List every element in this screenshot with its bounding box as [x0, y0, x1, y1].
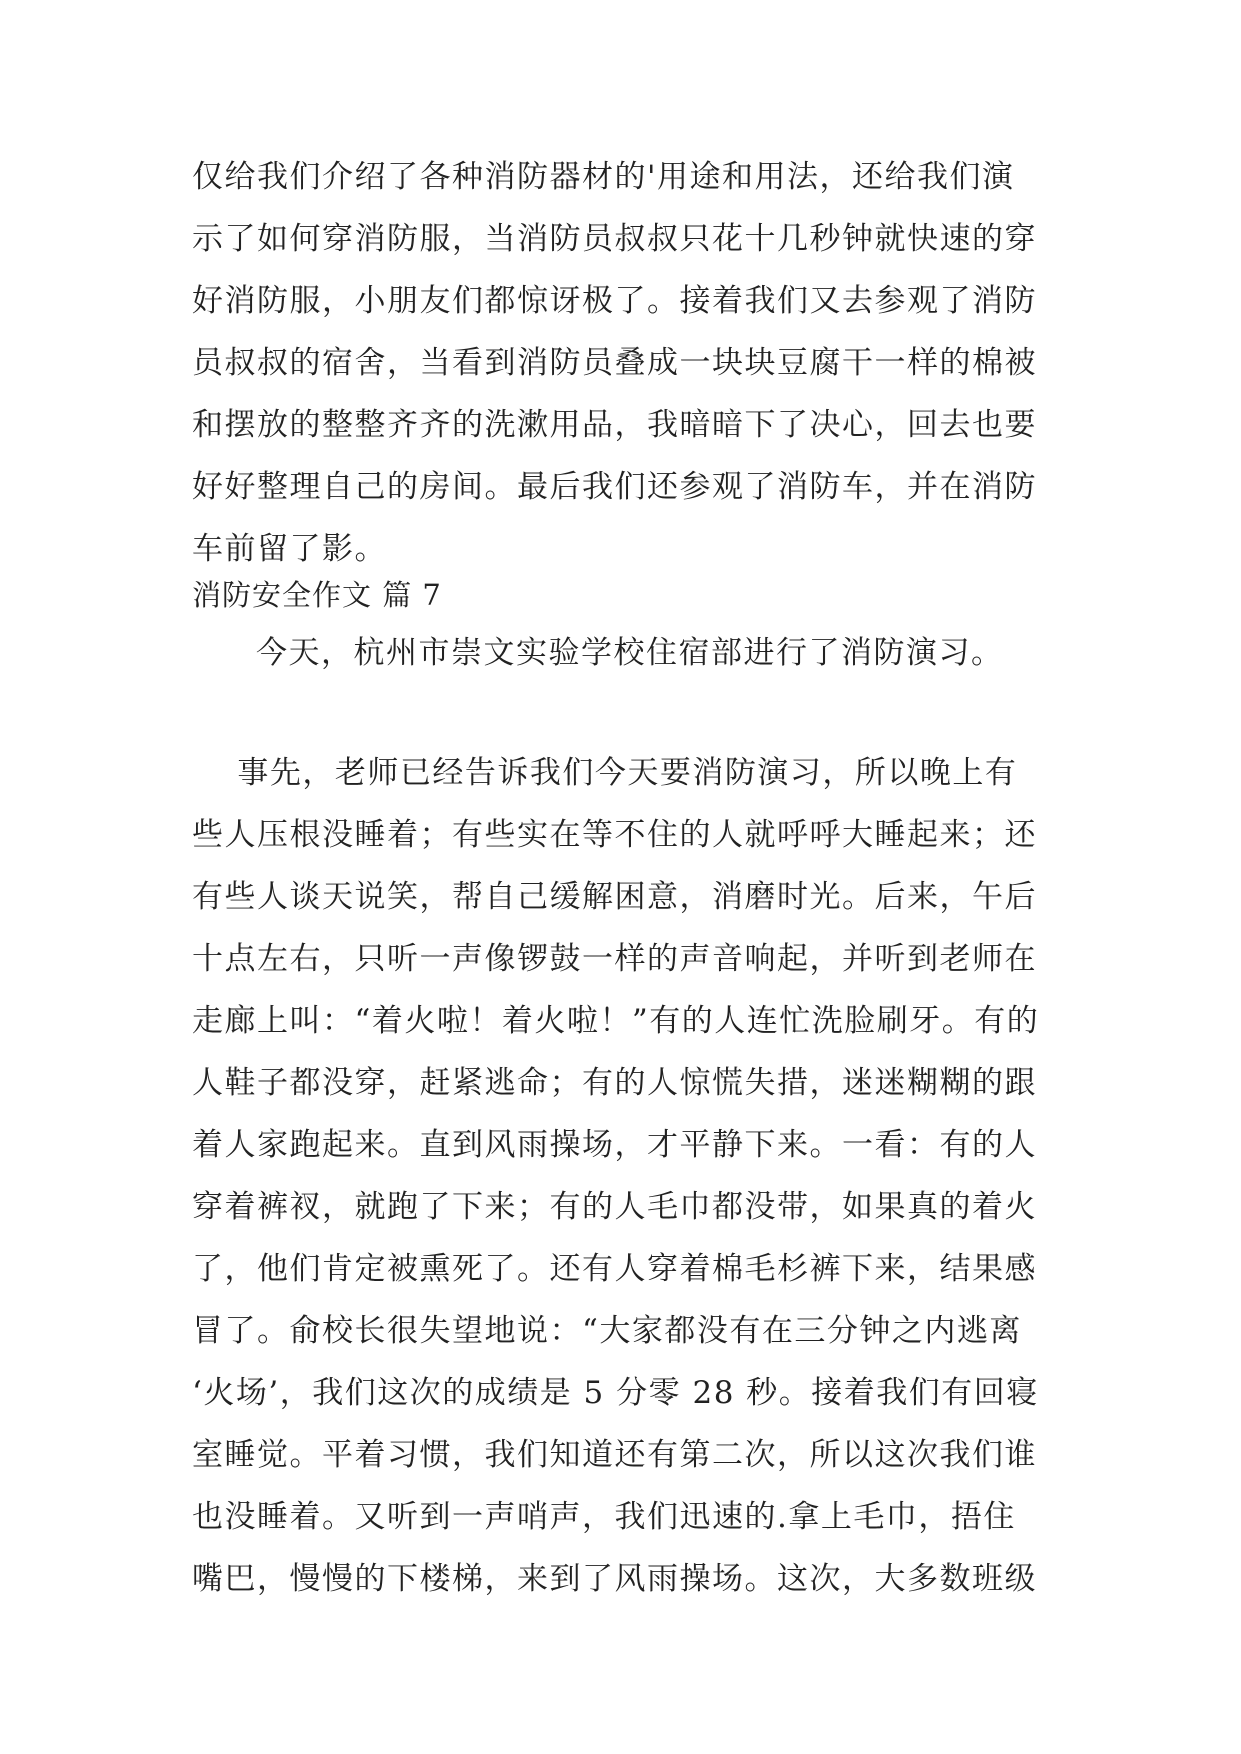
- text-line: 十点左右，只听一声像锣鼓一样的声音响起，并听到老师在: [192, 941, 1037, 977]
- text-line: 走廊上叫：“着火啦！着火啦！”有的人连忙洗脸刷牙。有的: [192, 1003, 1040, 1039]
- text-line: 了，他们肯定被熏死了。还有人穿着棉毛杉裤下来，结果感: [192, 1251, 1037, 1287]
- text-line: 着人家跑起来。直到风雨操场，才平静下来。一看：有的人: [192, 1127, 1037, 1163]
- text-line: 仅给我们介绍了各种消防器材的'用途和用法，还给我们演: [192, 159, 1015, 195]
- paragraph-continued: [192, 146, 1062, 580]
- text-line: 有些人谈天说笑，帮自己缓解困意，消磨时光。后来，午后: [192, 879, 1037, 915]
- text-line: 好消防服，小朋友们都惊讶极了。接着我们又去参观了消防: [192, 283, 1037, 319]
- text-line: 穿着裤衩，就跑了下来；有的人毛巾都没带，如果真的着火: [192, 1189, 1037, 1225]
- text-line: 人鞋子都没穿，赶紧逃命；有的人惊慌失措，迷迷糊糊的跟: [192, 1065, 1037, 1101]
- text-line: 示了如何穿消防服，当消防员叔叔只花十几秒钟就快速的穿: [192, 221, 1037, 257]
- text-line: 车前留了影。: [192, 531, 387, 567]
- text-line: 也没睡着。又听到一声哨声，我们迅速的.拿上毛巾，捂住: [192, 1499, 1016, 1535]
- text-line: 些人压根没睡着；有些实在等不住的人就呼呼大睡起来；还: [192, 817, 1037, 853]
- text-line: 冒了。俞校长很失望地说：“大家都没有在三分钟之内逃离: [192, 1313, 1022, 1349]
- paragraph-main: [192, 742, 1062, 1610]
- text-line: 嘴巴，慢慢的下楼梯，来到了风雨操场。这次，大多数班级: [192, 1561, 1037, 1597]
- text-line: 事先，老师已经告诉我们今天要消防演习，所以晚上有: [192, 755, 1018, 791]
- intro-line: 今天，杭州市崇文实验学校住宿部进行了消防演习。: [256, 635, 1004, 671]
- text-line: 和摆放的整整齐齐的洗漱用品，我暗暗下了决心，回去也要: [192, 407, 1037, 443]
- text-line: 室睡觉。平着习惯，我们知道还有第二次，所以这次我们谁: [192, 1437, 1037, 1473]
- text-line: ‘火场’，我们这次的成绩是 5 分零 28 秒。接着我们有回寝: [192, 1375, 1039, 1411]
- section-heading: 消防安全作文 篇 7: [192, 578, 442, 612]
- text-line: 好好整理自己的房间。最后我们还参观了消防车，并在消防: [192, 469, 1037, 505]
- text-line: 员叔叔的宿舍，当看到消防员叠成一块块豆腐干一样的棉被: [192, 345, 1037, 381]
